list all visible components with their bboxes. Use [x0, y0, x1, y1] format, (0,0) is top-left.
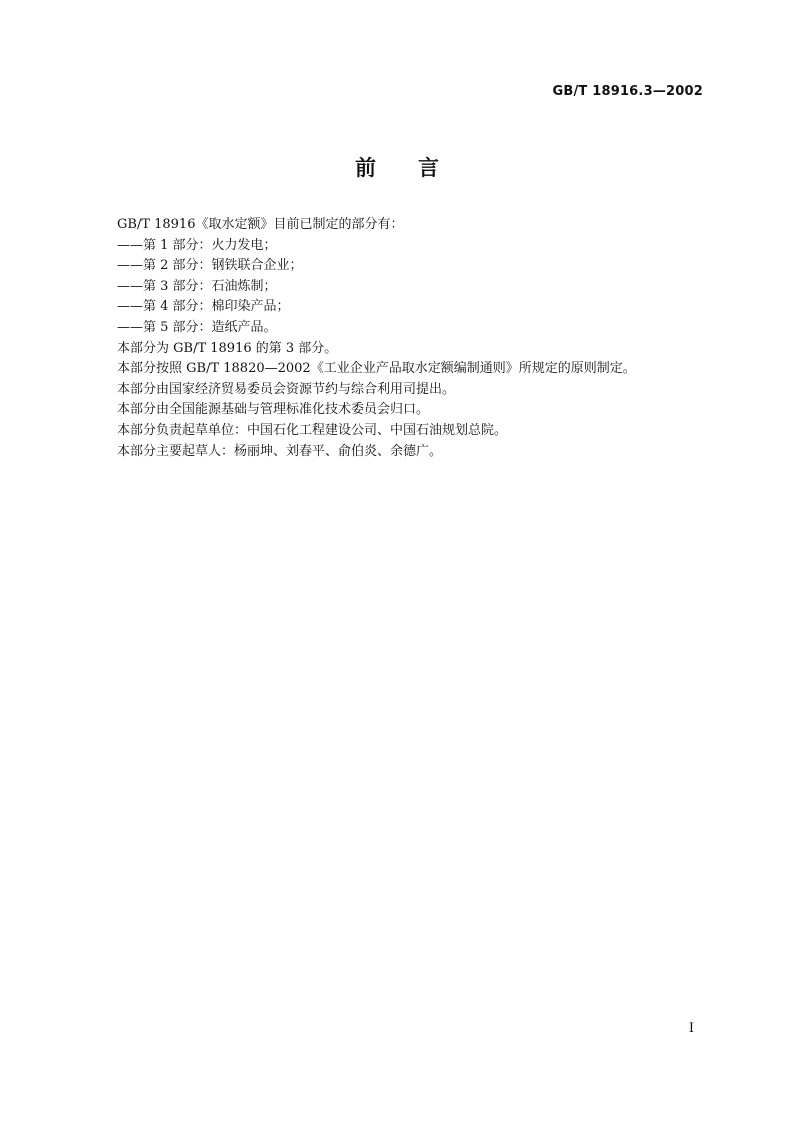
foreword-line: GB/T 18916《取水定额》目前已制定的部分有：	[117, 217, 404, 232]
foreword-line: 本部分负责起草单位：中国石化工程建设公司、中国石油规划总院。	[117, 422, 508, 438]
part-list-item: ——第 4 部分：棉印染产品；	[117, 299, 290, 315]
foreword-line: 本部分主要起草人：杨丽坤、刘春平、俞伯炎、余德广。	[117, 443, 443, 459]
page-number: I	[688, 1021, 694, 1036]
title-char-1: 前	[355, 156, 376, 180]
foreword-line: 本部分为 GB/T 18916 的第 3 部分。	[117, 340, 338, 356]
part-list-item: ——第 5 部分：造纸产品。	[117, 319, 277, 335]
standard-number: GB/T 18916.3—2002	[552, 84, 703, 99]
title-char-2: 言	[418, 156, 439, 180]
foreword-line: 本部分按照 GB/T 18820—2002《工业企业产品取水定额编制通则》所规定的原则制定。	[117, 361, 636, 377]
foreword-line: 本部分由国家经济贸易委员会资源节约与综合利用司提出。	[117, 381, 456, 397]
part-list-item: ——第 1 部分：火力发电；	[117, 237, 277, 253]
foreword-line: 本部分由全国能源基础与管理标准化技术委员会归口。	[117, 402, 430, 418]
part-list-item: ——第 3 部分：石油炼制；	[117, 278, 277, 294]
part-list-item: ——第 2 部分：钢铁联合企业；	[117, 258, 303, 274]
foreword-body	[117, 215, 717, 462]
page-title	[0, 152, 794, 182]
